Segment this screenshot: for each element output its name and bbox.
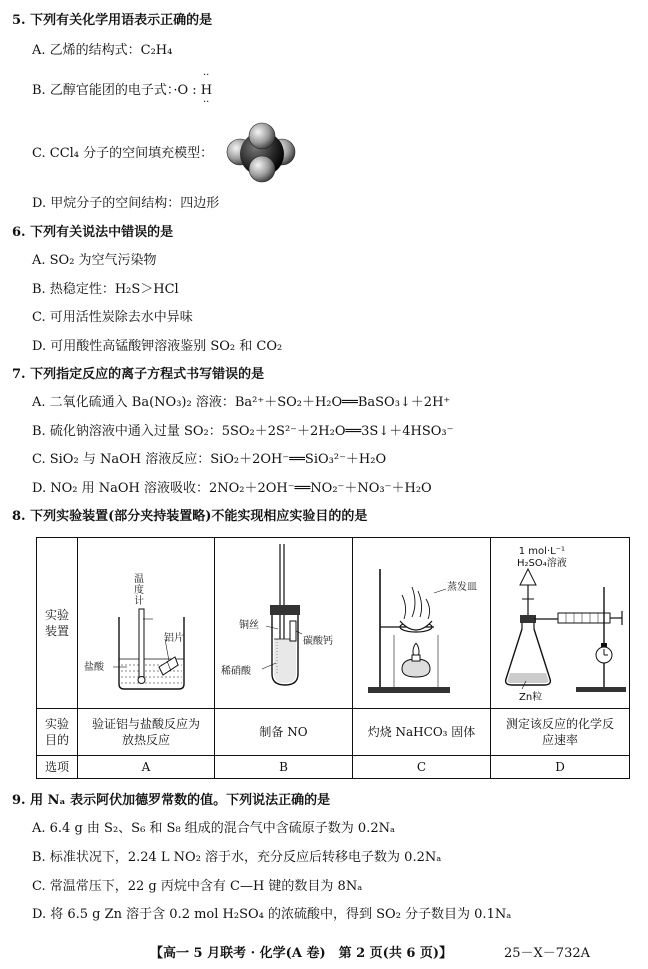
q7-stem: 7. 下列指定反应的离子方程式书写错误的是 — [12, 367, 265, 382]
label-concentration: 1 mol·L⁻¹ — [518, 546, 565, 557]
q7-option-d: D. NO₂ 用 NaOH 溶液吸收：2NO₂＋2OH⁻══NO₂⁻＋NO₃⁻＋H₂O — [32, 481, 432, 496]
apparatus-b — [214, 538, 352, 708]
row-label-line: 实验 — [44, 717, 69, 731]
q5-option-c: C. CCl₄ 分子的空间填充模型： — [32, 146, 214, 161]
label-calcium-carbonate: 碳酸钙 — [303, 636, 333, 647]
q9-option-a: A. 6.4 g 由 S₂、S₆ 和 S₈ 组成的混合气中含硫原子数为 0.2Nₐ — [32, 821, 395, 836]
q5-option-d: D. 甲烷分子的空间结构：四边形 — [32, 196, 220, 211]
purpose-line: 应速率 — [541, 733, 578, 747]
q7-option-c: C. SiO₂ 与 NaOH 溶液反应：SiO₂＋2OH⁻══SiO₃²⁻＋H₂O — [32, 452, 387, 467]
label-dilute-nitric-acid: 稀硝酸 — [221, 666, 251, 677]
label-hcl: 盐酸 — [84, 662, 104, 673]
q9-option-d: D. 将 6.5 g Zn 溶于含 0.2 mol H₂SO₄ 的浓硫酸中，得到 SO₂ 分子数目为 0.1Nₐ — [32, 907, 512, 922]
purpose-b: 制备 NO — [214, 709, 352, 755]
q7-option-a: A. 二氧化硫通入 Ba(NO₃)₂ 溶液：Ba²⁺＋SO₂＋H₂O══BaSO₃↓＋2H⁺ — [32, 395, 451, 410]
label-evaporating-dish: 蒸发皿 — [447, 582, 477, 593]
option-d: D — [490, 756, 629, 778]
purpose-line: 测定该反应的化学反 — [505, 717, 614, 731]
q5-stem: 5. 下列有关化学用语表示正确的是 — [12, 13, 213, 28]
label-thermometer-1: 温 — [134, 574, 144, 585]
electron-formula: ·O : H — [173, 83, 213, 98]
evaporating-dish-icon — [354, 539, 490, 707]
q6-option-c: C. 可用活性炭除去水中异味 — [32, 310, 193, 325]
q6-stem: 6. 下列有关说法中错误的是 — [12, 225, 174, 240]
electron-dots-bottom: ·· — [203, 97, 210, 108]
label-thermometer-3: 计 — [134, 596, 144, 607]
apparatus-c — [352, 538, 490, 708]
q8-stem: 8. 下列实验装置(部分夹持装置略)不能实现相应实验目的的是 — [12, 509, 368, 524]
q7-option-b: B. 硫化钠溶液中通入过量 SO₂：5SO₂＋2S²⁻＋2H₂O══3S↓＋4HSO₃⁻ — [32, 424, 454, 439]
q6-option-a: A. SO₂ 为空气污染物 — [32, 253, 157, 268]
option-c: C — [352, 756, 490, 778]
row-label-apparatus — [37, 538, 77, 708]
label-thermometer-2: 度 — [134, 585, 144, 596]
row-label-line: 目的 — [44, 733, 69, 747]
q5-option-b — [32, 82, 212, 100]
row-label-option: 选项 — [44, 760, 69, 774]
q9-stem: 9. 用 Nₐ 表示阿伏加德罗常数的值。下列说法正确的是 — [12, 793, 331, 808]
test-tube-copper-icon — [216, 539, 352, 707]
table-row-purpose — [37, 708, 629, 755]
q5-option-a: A. 乙烯的结构式：C₂H₄ — [32, 43, 173, 58]
label-zinc: Zn粒 — [519, 692, 543, 703]
exam-code: 25－X－732A — [504, 946, 590, 961]
row-label-line: 实验 — [44, 608, 69, 622]
row-label-purpose — [37, 709, 77, 755]
row-label-line: 装置 — [44, 624, 69, 638]
experiment-table — [36, 537, 630, 779]
label-sulfuric-acid: H₂SO₄溶液 — [517, 558, 567, 569]
electron-dots: ·· — [203, 70, 210, 81]
apparatus-a — [77, 538, 214, 708]
q6-option-b: B. 热稳定性：H₂S＞HCl — [32, 282, 179, 297]
purpose-d — [490, 709, 629, 755]
table-row-apparatus — [37, 538, 629, 708]
purpose-line: 验证铝与盐酸反应为 — [91, 717, 200, 731]
option-b: B — [214, 756, 352, 778]
q5-option-b-text: B. 乙醇官能团的电子式： — [32, 83, 174, 98]
table-row-option — [37, 755, 629, 778]
purpose-line: 放热反应 — [121, 733, 170, 747]
q6-option-d: D. 可用酸性高锰酸钾溶液鉴别 SO₂ 和 CO₂ — [32, 339, 283, 354]
apparatus-d — [490, 538, 629, 708]
label-copper-wire: 铜丝 — [239, 620, 259, 631]
ccl4-space-filling-model-icon — [222, 122, 300, 184]
page-footer: 【高一 5 月联考 · 化学(A 卷) 第 2 页(共 6 页)】 — [150, 946, 453, 961]
beaker-thermometer-icon — [79, 539, 214, 707]
q9-option-b: B. 标准状况下，2.24 L NO₂ 溶于水，充分反应后转移电子数为 0.2Nₐ — [32, 850, 442, 865]
option-a: A — [77, 756, 214, 778]
purpose-a — [77, 709, 214, 755]
purpose-c: 灼烧 NaHCO₃ 固体 — [352, 709, 490, 755]
label-aluminum: 铝片 — [164, 633, 184, 644]
q9-option-c: C. 常温常压下，22 g 丙烷中含有 C—H 键的数目为 8Nₐ — [32, 879, 363, 894]
